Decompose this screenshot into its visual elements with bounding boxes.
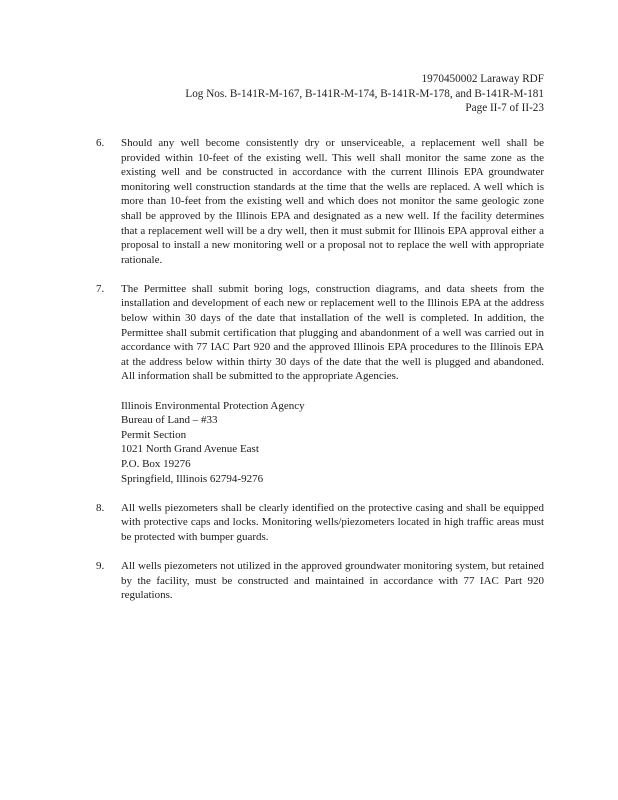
address-po-box: P.O. Box 19276 — [121, 457, 191, 470]
item-text: Should any well become consistently dry or unserviceable, a replacement well shall be provided within 10-feet of the existing well. This well shall monitor the same zone as the existing well and be constructed in accordance with the current Illinois EPA groundwater monitoring well construction standards at the time that the wells are replaced. A well which is more than 10-feet from the existing well and which does not monitor the same geologic zone shall be approved by the Illinois EPA and designated as a new well. If the facility determines that a replacement well will be a dry well, then it must submit for Illinois EPA approval either a proposal to install a new monitoring well or a proposal not to replace the well with appropriate rationale. — [121, 137, 544, 266]
condition-item-8 — [96, 501, 544, 545]
condition-item-9 — [96, 559, 544, 603]
item-number: 9. — [96, 559, 105, 572]
address-agency-name: Illinois Environmental Protection Agency — [121, 399, 305, 412]
item-number: 6. — [96, 137, 105, 149]
item-text: All wells piezometers not utilized in the approved groundwater monitoring system, but retained by the facility, must be constructed and maintained in accordance with 77 IAC Part 920 regulations. — [121, 559, 544, 602]
item-number: 8. — [96, 501, 105, 514]
header-log-numbers: Log Nos. B-141R-M-167, B-141R-M-174, B-141R-M-178, and B-141R-M-181 — [185, 87, 544, 100]
address-section: Permit Section — [121, 428, 187, 441]
item-text: All wells piezometers shall be clearly identified on the protective casing and shall be equipped with protective caps and locks. Monitoring wells/piezometers located in high traffic areas must be protected with bumper guards. — [121, 501, 544, 543]
address-city-state-zip: Springfield, Illinois 62794-9276 — [121, 472, 264, 485]
agency-address — [121, 399, 544, 487]
address-street: 1021 North Grand Avenue East — [121, 443, 259, 456]
header-facility-id: 1970450002 Laraway RDF — [421, 73, 544, 85]
header-page-number: Page II-7 of II-23 — [465, 102, 544, 114]
page-header — [185, 72, 544, 116]
condition-list — [96, 136, 544, 617]
item-number: 7. — [96, 282, 105, 295]
address-bureau: Bureau of Land – #33 — [121, 414, 218, 427]
item-text: The Permittee shall submit boring logs, construction diagrams, and data sheets from the installation and development of each new or replacement well to the Illinois EPA at the address below within 30 days of the date that installation of the well is completed. In addition, the Permittee shall submit certification that plugging and abandonment of a well was carried out in accordance with 77 IAC Part 920 and the approved Illinois EPA procedures to the Illinois EPA at the address below within thirty 30 days of the date that the well is plugged and abandoned. All information shall be submitted to the appropriate Agencies. — [121, 282, 544, 383]
condition-item-7 — [96, 282, 544, 486]
condition-item-6 — [96, 136, 544, 267]
